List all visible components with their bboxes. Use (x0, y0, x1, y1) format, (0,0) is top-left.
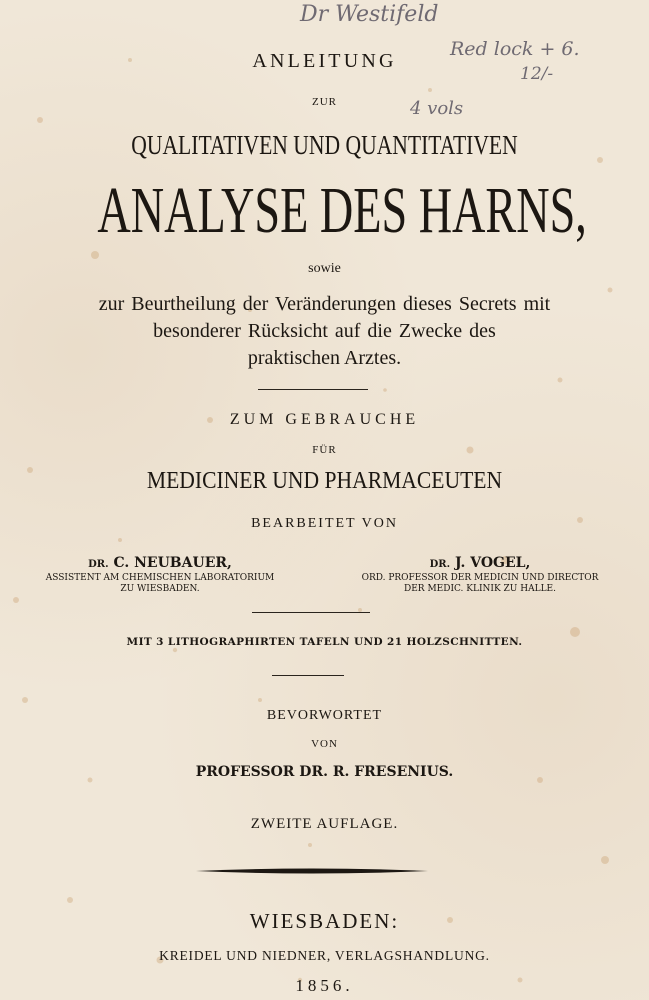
author-2-prefix: DR. (429, 559, 451, 570)
handwritten-price-amount: 12/- (520, 64, 554, 84)
description-line-3: praktischen Arztes. (247, 347, 402, 369)
von-word: VON (311, 738, 338, 750)
illustrations-note: MIT 3 LITHOGRAPHIRTEN TAFELN UND 21 HOLZSCHNITTEN. (126, 636, 523, 648)
author-2-name (315, 555, 645, 571)
author-1-name (10, 555, 310, 571)
author-2-role-line-2: DER MEDIC. KLINIK ZU HALLE. (404, 584, 556, 594)
edition: ZWEITE AUFLAGE. (250, 816, 399, 832)
author-1-prefix: DR. (88, 559, 109, 570)
handwritten-volumes-note: 4 vols (410, 98, 464, 119)
preface-author (0, 764, 649, 780)
anleitung-heading: ANLEITUNG (252, 50, 397, 72)
preface-author-name: R. FRESENIUS. (332, 764, 454, 780)
ornamental-swell-rule (196, 866, 428, 876)
preface-author-prefix: PROFESSOR DR. (195, 764, 328, 780)
author-2-name-text: J. VOGEL, (454, 555, 531, 571)
author-1-role-line-2: ZU WIESBADEN. (120, 584, 200, 594)
audience-line: MEDICINER UND PHARMACEUTEN (146, 468, 503, 494)
description-line-2: besonderer Rücksicht auf die Zwecke des (153, 320, 496, 342)
main-title: ANALYSE DES HARNS, (97, 174, 587, 247)
author-1-name-text: C. NEUBAUER, (113, 555, 232, 571)
publisher-name: KREIDEL UND NIEDNER, VERLAGSHANDLUNG. (159, 948, 490, 963)
zum-gebrauche: ZUM GEBRAUCHE (229, 411, 420, 428)
zur-word: ZUR (312, 96, 337, 108)
publication-year: 1856. (295, 976, 354, 995)
bevorwortet: BEVORWORTET (266, 708, 383, 723)
author-1-role-line-1: ASSISTENT AM CHEMISCHEN LABORATORIUM (45, 573, 275, 583)
subtitle: QUALITATIVEN UND QUANTITATIVEN (131, 130, 518, 160)
divider-rule-3 (272, 675, 344, 676)
bearbeitet-von: BEARBEITET VON (251, 516, 398, 531)
fuer-word: FÜR (312, 444, 337, 456)
divider-rule-2 (252, 612, 370, 613)
description-line-1: zur Beurtheilung der Veränderungen dieses Secrets mit (98, 293, 551, 315)
publisher-city: WIESBADEN: (249, 909, 400, 933)
handwritten-price-note: Red lock + 6. (450, 38, 580, 60)
handwritten-owner-note: Dr Westifeld (300, 2, 439, 27)
author-2-role-line-1: ORD. PROFESSOR DER MEDICIN UND DIRECTOR (361, 573, 599, 583)
divider-rule-1 (258, 389, 368, 390)
sowie-word: sowie (308, 261, 341, 276)
